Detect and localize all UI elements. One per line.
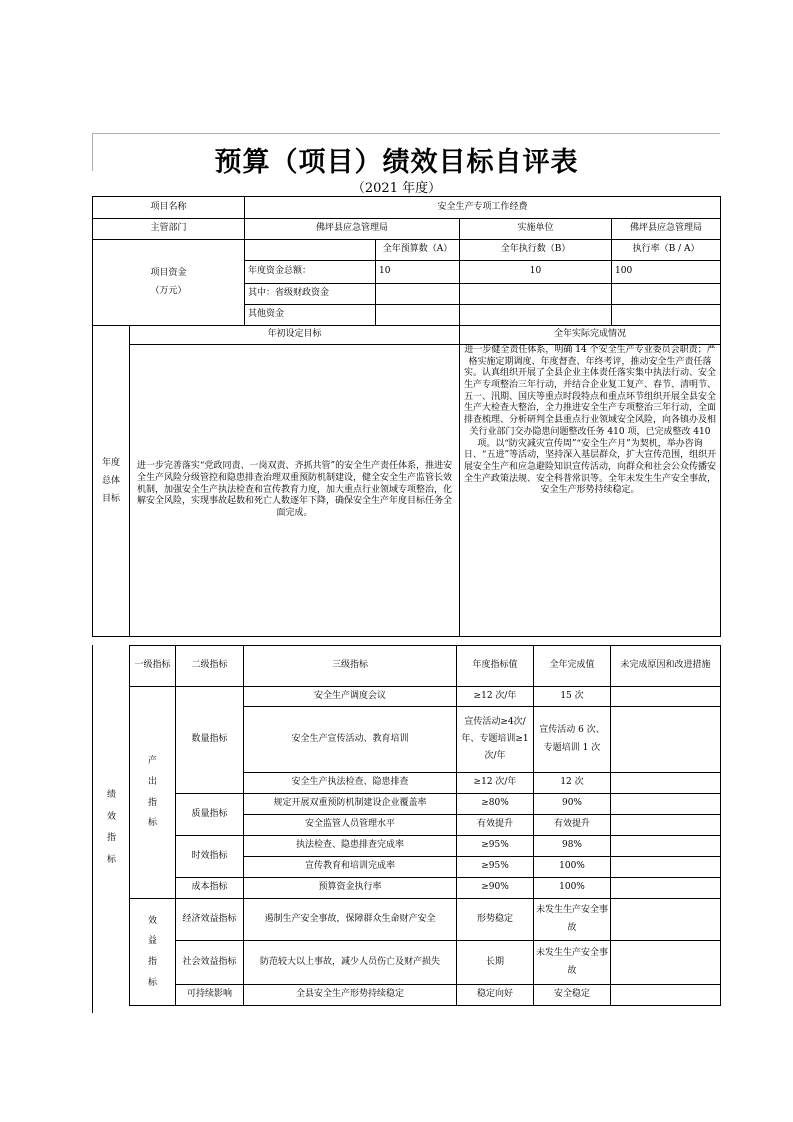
sustain-label: 可持续影响 (176, 985, 244, 1006)
row-other-rate (612, 305, 721, 326)
indicator-target: ≥95% (457, 836, 534, 857)
indicator-reason (611, 773, 721, 794)
funds-blank-header (245, 240, 376, 261)
document-year: （2021 年度） (351, 181, 442, 196)
table-row (130, 794, 721, 815)
row-total-rate: 100 (612, 261, 721, 284)
document-title: 预算（项目）绩效目标自评表 (214, 147, 579, 178)
indicator-actual: 未发生生产安全事故 (534, 899, 611, 941)
row-provincial-exec (460, 284, 612, 305)
output-char: 指 (147, 797, 157, 808)
indicator-actual: 100% (534, 857, 611, 878)
indicator-actual: 100% (534, 878, 611, 899)
goals-side-label (93, 326, 130, 637)
goals-initial-text: 进一步完善落实“党政同责、一岗双责、齐抓共管”的安全生产责任体系，推进安全生产风险分级管控和隐患排查治理双重预防机制建设，健全安全生产监管长效机制，加强安全生产执法检查和宣传教育力度，加大重点行业领域专项整治，化解安全风险，实现事故起数和死亡人数逐年下降，确保安全生产年度目标任务全面完成。 (130, 345, 460, 637)
unit-value: 佛坪县应急管理局 (612, 219, 721, 240)
page-top-rule (92, 133, 720, 134)
goals-side-1: 年度 (101, 458, 120, 468)
indicators-side-char: 绩 (106, 790, 116, 800)
row-other-exec (460, 305, 612, 326)
row-total-label: 年度资金总额： (245, 261, 376, 284)
indicator-actual: 宣传活动 6 次、专题培训 1 次 (534, 707, 611, 773)
header-target: 年度指标值 (457, 646, 534, 687)
table-row (130, 985, 721, 1006)
indicator-name: 宣传教育和培训完成率 (244, 857, 457, 878)
effect-char: 效 (147, 915, 157, 926)
indicator-actual: 98% (534, 836, 611, 857)
indicators-table (129, 645, 721, 1006)
indicator-name: 安全生产执法检查、隐患排查 (244, 773, 457, 794)
indicator-reason (611, 707, 721, 773)
row-provincial-budget (376, 284, 460, 305)
indicator-target: 长期 (457, 941, 534, 985)
indicator-target: 有效提升 (457, 815, 534, 836)
indicator-actual: 未发生生产安全事故 (534, 941, 611, 985)
indicator-reason (611, 985, 721, 1006)
table-row (130, 878, 721, 899)
indicator-target: ≥95% (457, 857, 534, 878)
table-row (130, 836, 721, 857)
indicator-reason (611, 941, 721, 985)
indicator-reason (611, 836, 721, 857)
project-name-value: 安全生产专项工作经费 (245, 197, 721, 219)
indicator-target: 形势稳定 (457, 899, 534, 941)
indicator-name: 安全监管人员管理水平 (244, 815, 457, 836)
indicator-reason (611, 794, 721, 815)
col-rate: 执行率（B / A） (612, 240, 721, 261)
quality-label: 质量指标 (176, 794, 244, 836)
indicator-target: ≥90% (457, 878, 534, 899)
indicator-name: 全县安全生产形势持续稳定 (244, 985, 457, 1006)
indicator-reason (611, 687, 721, 707)
output-char: 产 (147, 756, 157, 767)
timeliness-label: 时效指标 (176, 836, 244, 878)
row-other-label: 其他资金 (245, 305, 376, 326)
table-row (130, 941, 721, 985)
indicator-actual: 有效提升 (534, 815, 611, 836)
indicator-actual: 安全稳定 (534, 985, 611, 1006)
goals-side-2: 总体 (101, 476, 120, 486)
header-level1: 一级指标 (130, 646, 176, 687)
table-row (130, 687, 721, 707)
indicator-actual: 90% (534, 794, 611, 815)
indicator-name: 执法检查、隐患排查完成率 (244, 836, 457, 857)
social-label: 社会效益指标 (176, 941, 244, 985)
row-provincial-label: 其中：省级财政资金 (245, 284, 376, 305)
quantity-label: 数量指标 (176, 687, 244, 794)
funds-label: 项目资金 (150, 267, 187, 278)
header-actual: 全年完成值 (534, 646, 611, 687)
indicator-name: 预算资金执行率 (244, 878, 457, 899)
output-char: 出 (147, 776, 157, 787)
goals-header-row (93, 326, 721, 345)
table-row (130, 899, 721, 941)
funds-header-row (93, 240, 721, 261)
header-level3: 三级指标 (244, 646, 457, 687)
indicator-name: 安全生产调度会议 (244, 687, 457, 707)
self-evaluation-table (92, 196, 721, 637)
indicator-target: ≥12 次/年 (457, 687, 534, 707)
indicator-target: ≥12 次/年 (457, 773, 534, 794)
indicator-target: 稳定向好 (457, 985, 534, 1006)
unit-label: 实施单位 (460, 219, 612, 240)
row-total-budget: 10 (376, 261, 460, 284)
project-name-label: 项目名称 (93, 197, 245, 219)
dept-label: 主管部门 (93, 219, 245, 240)
goals-side-3: 目标 (101, 494, 120, 504)
project-name-row (93, 197, 721, 219)
cost-label: 成本指标 (176, 878, 244, 899)
effect-label (130, 899, 176, 1006)
row-provincial-rate (612, 284, 721, 305)
indicator-name: 防范较大以上事故，减少人员伤亡及财产损失 (244, 941, 457, 985)
effect-char: 益 (147, 936, 157, 947)
indicators-side-char: 标 (106, 854, 116, 865)
economic-label: 经济效益指标 (176, 899, 244, 941)
indicator-name: 规定开展双重预防机制建设企业覆盖率 (244, 794, 457, 815)
effect-char: 指 (147, 957, 157, 967)
dept-row (93, 219, 721, 240)
indicators-side-char: 效 (106, 811, 116, 822)
indicator-reason (611, 815, 721, 836)
dept-value: 佛坪县应急管理局 (245, 219, 460, 240)
goals-col-actual: 全年实际完成情况 (460, 326, 721, 345)
indicator-reason (611, 899, 721, 941)
funds-label-cell (93, 240, 245, 326)
output-char: 标 (147, 818, 157, 829)
goals-col-initial: 年初设定目标 (130, 326, 460, 345)
row-other-budget (376, 305, 460, 326)
indicators-header-row (130, 646, 721, 687)
funds-unit: （万元） (150, 285, 187, 296)
col-budget: 全年预算数（A） (376, 240, 460, 261)
indicator-actual: 15 次 (534, 687, 611, 707)
indicator-target: 宣传活动≥4次/年、专题培训≥1次/年 (457, 707, 534, 773)
indicator-reason (611, 857, 721, 878)
header-level2: 二级指标 (176, 646, 244, 687)
indicators-side-char: 指 (106, 833, 116, 844)
indicator-actual: 12 次 (534, 773, 611, 794)
row-total-exec: 10 (460, 261, 612, 284)
effect-char: 标 (147, 977, 157, 988)
output-label (130, 687, 176, 899)
goals-actual-text: 进一步健全责任体系，明确 14 个安全生产专业委员会职责；严格实施定期调度、年度督查、年终考评，推动安全生产责任落实。认真组织开展了全县企业主体责任落实集中执法行动、安全生产专项整治三年行动，并结合企业复工复产、春节、清明节、五一、汛期、国庆等重点时段特点和重点环节组织开展全县安全生产大检查大整治，全力推进安全生产专项整治三年行动，全面排查梳理、分析研判全县重点行业领域安全风险，向各镇办及相关行业部门交办隐患问题整改任务 410 项，已完成整改 410 项。以“防灾减灾宣传周”“安全生产月”为契机，举办咨询日、“五进”等活动，坚持深入基层群众，扩大宣传范围，组织开展安全生产和应急避险知识宣传活动，向群众和社会公众传播安全生产政策法规、安全科普常识等。全年未发生生产安全事故，安全生产形势持续稳定。 (460, 345, 721, 637)
indicator-target: ≥80% (457, 794, 534, 815)
indicators-side-label (92, 645, 130, 1013)
indicator-reason (611, 878, 721, 899)
indicator-name: 遏制生产安全事故，保障群众生命财产安全 (244, 899, 457, 941)
goals-content-row (93, 345, 721, 637)
header-reason: 未完成原因和改进措施 (611, 646, 721, 687)
indicator-name: 安全生产宣传活动、教育培训 (244, 707, 457, 773)
col-exec: 全年执行数（B） (460, 240, 612, 261)
